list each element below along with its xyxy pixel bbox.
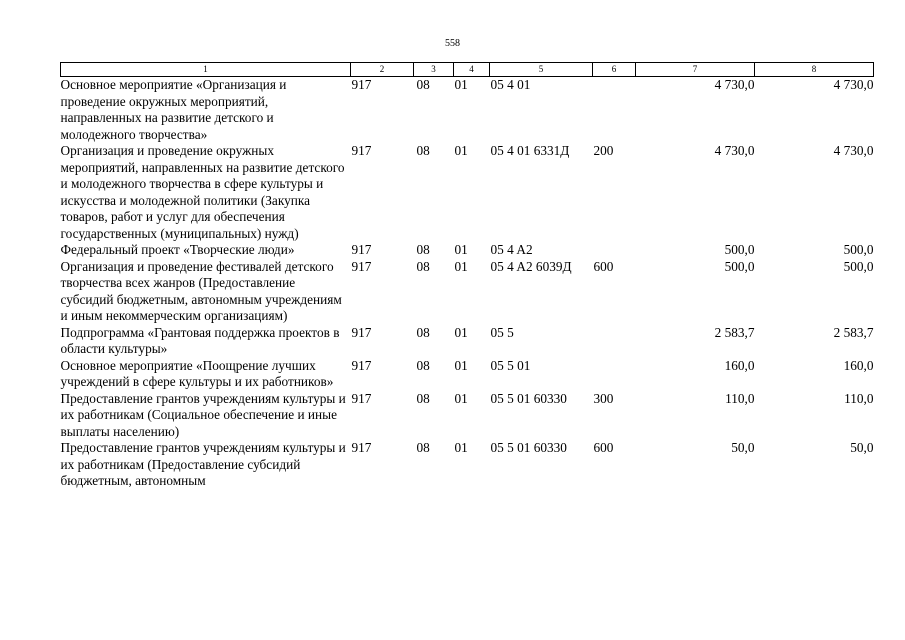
- row-name: Основное мероприятие «Поощрение лучших учреждений в сфере культуры и их работников»: [60, 357, 334, 389]
- row-name: Предоставление грантов учреждениям культуры и их работникам (Предоставление субсидий бюджетным, автономным: [60, 440, 346, 488]
- row-target-code: 05 5: [490, 324, 514, 340]
- header-cell: 3: [414, 63, 454, 77]
- row-amount-1: 500,0: [724, 242, 755, 257]
- row-amount-1: 2 583,7: [714, 324, 755, 340]
- row-expense-type: 200: [593, 143, 614, 158]
- row-expense-type: [593, 77, 636, 144]
- header-cell: 2: [351, 63, 414, 77]
- row-target-code: 05 4 A2 6039Д: [490, 258, 572, 274]
- row-section: 08: [416, 258, 430, 274]
- row-name: Организация и проведение фестивалей детского творчества всех жанров (Предоставление субсидий бюджетным, автономным учреждениям и иным некоммерческим организациям): [60, 258, 342, 323]
- header-cell: 1: [61, 63, 351, 77]
- row-ministry-code: 917: [351, 390, 372, 406]
- row-amount-1: 4 730,0: [714, 143, 755, 158]
- row-section: 08: [416, 357, 430, 373]
- row-expense-type: [593, 242, 636, 259]
- header-cell: 6: [593, 63, 636, 77]
- row-ministry-code: 917: [351, 258, 372, 274]
- row-expense-type: 600: [593, 440, 614, 455]
- table-row: [61, 391, 874, 441]
- row-expense-type: 300: [593, 390, 614, 406]
- table-row: [61, 242, 874, 259]
- row-amount-2: 4 730,0: [833, 77, 874, 92]
- row-section: 08: [416, 143, 430, 158]
- header-cell: 8: [755, 63, 874, 77]
- row-section: 08: [416, 390, 430, 406]
- row-ministry-code: 917: [351, 242, 372, 257]
- row-amount-1: 500,0: [724, 258, 755, 274]
- row-subsection: 01: [454, 357, 468, 373]
- row-amount-1: 50,0: [731, 440, 755, 455]
- row-amount-2: 500,0: [843, 258, 874, 274]
- row-amount-1: 4 730,0: [714, 77, 755, 92]
- row-subsection: 01: [454, 143, 468, 158]
- row-ministry-code: 917: [351, 143, 372, 158]
- row-section: 08: [416, 440, 430, 455]
- table-row: [61, 143, 874, 242]
- row-name: Федеральный проект «Творческие люди»: [60, 242, 295, 257]
- budget-table: [60, 62, 874, 490]
- row-target-code: 05 4 01 6331Д: [490, 143, 570, 158]
- row-subsection: 01: [454, 390, 468, 406]
- row-name: Основное мероприятие «Организация и проведение окружных мероприятий, направленных на развитие детского и молодежного творчества»: [60, 77, 287, 142]
- table-row: [61, 440, 874, 490]
- row-name: Организация и проведение окружных мероприятий, направленных на развитие детского и молодежного творчества в сфере культуры и искусства и молодежной политики (Закупка товаров, работ и услуг для обеспечения государственных (муниципальных) нужд): [60, 143, 345, 241]
- row-amount-1: 160,0: [724, 357, 755, 373]
- row-name: Предоставление грантов учреждениям культуры и их работникам (Социальное обеспечение и иные выплаты населению): [60, 390, 346, 439]
- row-ministry-code: 917: [351, 440, 372, 455]
- row-subsection: 01: [454, 324, 468, 340]
- row-subsection: 01: [454, 440, 468, 455]
- row-amount-2: 2 583,7: [833, 324, 874, 340]
- row-section: 08: [416, 77, 430, 92]
- row-subsection: 01: [454, 77, 468, 92]
- row-expense-type: 600: [593, 258, 614, 274]
- column-number-header: [61, 63, 874, 77]
- row-expense-type: [593, 358, 636, 391]
- row-amount-2: 500,0: [843, 242, 874, 257]
- header-cell: 5: [490, 63, 593, 77]
- header-cell: 4: [454, 63, 490, 77]
- row-subsection: 01: [454, 258, 468, 274]
- table-row: [61, 358, 874, 391]
- table-row: [61, 77, 874, 144]
- row-ministry-code: 917: [351, 77, 372, 92]
- row-subsection: 01: [454, 242, 468, 257]
- row-section: 08: [416, 242, 430, 257]
- table-row: [61, 325, 874, 358]
- row-target-code: 05 5 01: [490, 357, 531, 373]
- row-expense-type: [593, 325, 636, 358]
- table-row: [61, 259, 874, 325]
- row-ministry-code: 917: [351, 324, 372, 340]
- row-amount-2: 110,0: [844, 390, 874, 406]
- row-amount-2: 160,0: [843, 357, 874, 373]
- header-cell: 7: [636, 63, 755, 77]
- row-amount-2: 50,0: [850, 440, 874, 455]
- row-amount-1: 110,0: [725, 390, 755, 406]
- row-ministry-code: 917: [351, 357, 372, 373]
- row-amount-2: 4 730,0: [833, 143, 874, 158]
- row-section: 08: [416, 324, 430, 340]
- row-target-code: 05 5 01 60330: [490, 440, 567, 455]
- row-name: Подпрограмма «Грантовая поддержка проектов в области культуры»: [60, 324, 340, 356]
- row-target-code: 05 4 01: [490, 77, 531, 92]
- page-number: 558: [445, 38, 460, 49]
- row-target-code: 05 4 A2: [490, 242, 533, 257]
- row-target-code: 05 5 01 60330: [490, 390, 567, 406]
